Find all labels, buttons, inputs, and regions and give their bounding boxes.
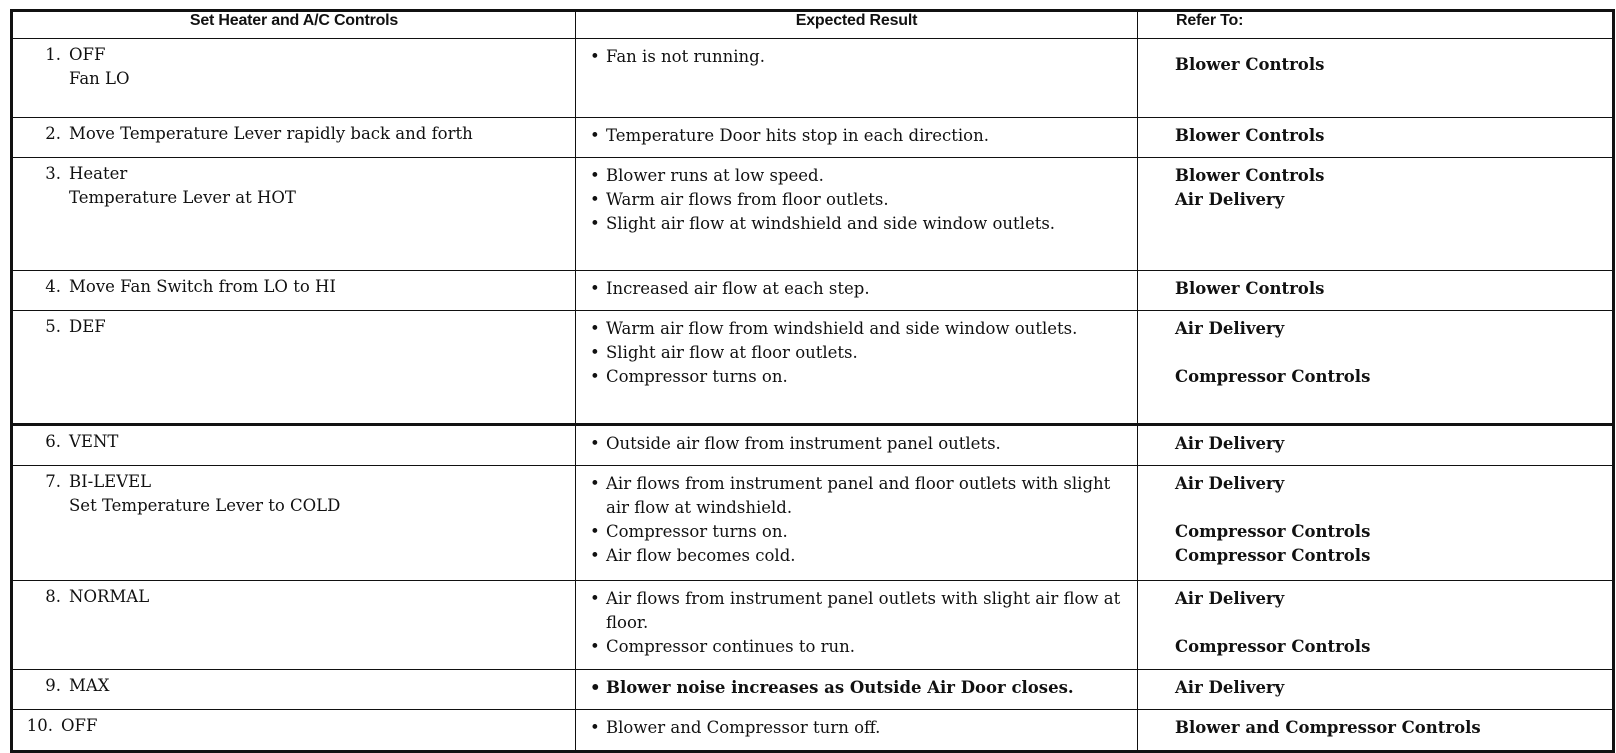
table-row [12,158,1614,271]
result-item: • Warm air flow from windshield and side window outlets. [590,317,1131,341]
step-subtext: Fan LO [69,69,130,88]
result-item: • Air flow becomes cold. [590,544,1131,568]
header-refer-to: Refer To: [1138,11,1614,39]
refer-cell [1138,311,1614,425]
step-cell [12,670,576,710]
step-cell [12,311,576,425]
step-cell [12,271,576,311]
result-cell [576,311,1138,425]
result-item: • Blower noise increases as Outside Air Door closes. [590,676,1131,700]
refer-item: Blower Controls [1175,279,1325,298]
result-cell [576,425,1138,466]
result-list [590,317,1131,389]
table-row [12,271,1614,311]
refer-cell [1138,158,1614,271]
result-cell [576,118,1138,158]
result-item: • Compressor turns on. [590,365,1131,389]
result-list [590,45,1131,69]
step-cell [12,710,576,752]
result-cell [576,466,1138,581]
refer-cell [1138,39,1614,118]
step-text: VENT [69,432,119,451]
table-header-row [12,11,1614,39]
step-number: 9. [45,676,61,695]
result-item: • Slight air flow at floor outlets. [590,341,1131,365]
result-item: • Blower and Compressor turn off. [590,716,1131,740]
step-number: 8. [45,587,61,606]
step-text: OFF [61,716,98,735]
step-number: 3. [45,164,61,183]
result-list [590,432,1131,456]
step-subtext: Set Temperature Lever to COLD [69,496,341,515]
refer-item: Blower and Compressor Controls [1175,718,1481,737]
step-cell [12,581,576,670]
refer-cell [1138,425,1614,466]
refer-item: Air Delivery [1175,434,1285,453]
step-text: Move Temperature Lever rapidly back and forth [69,124,473,143]
table-row [12,670,1614,710]
refer-item: Air Delivery [1175,190,1285,209]
header-expected-result: Expected Result [576,11,1138,39]
result-item: • Fan is not running. [590,45,1131,69]
result-item: • Slight air flow at windshield and side window outlets. [590,212,1131,236]
refer-item: Air Delivery [1175,678,1285,697]
step-text: Move Fan Switch from LO to HI [69,277,336,296]
refer-item: Blower Controls [1175,166,1325,185]
refer-spacer [1175,341,1608,365]
refer-item: Air Delivery [1175,319,1285,338]
result-item: • Increased air flow at each step. [590,277,1131,301]
result-list [590,587,1131,659]
refer-item: Air Delivery [1175,589,1285,608]
refer-spacer [1175,611,1608,635]
result-cell [576,158,1138,271]
step-subtext: Temperature Lever at HOT [69,188,296,207]
header-controls: Set Heater and A/C Controls [12,11,576,39]
refer-item: Compressor Controls [1175,522,1371,541]
table-row [12,118,1614,158]
step-number: 5. [45,317,61,336]
table-row [12,466,1614,581]
heater-ac-test-table [10,9,1615,753]
table-row [12,425,1614,466]
refer-cell [1138,118,1614,158]
step-cell [12,158,576,271]
step-number: 7. [45,472,61,491]
refer-cell [1138,271,1614,311]
step-number: 6. [45,432,61,451]
refer-item: Air Delivery [1175,474,1285,493]
step-cell [12,39,576,118]
step-text: DEF [69,317,106,336]
result-item: • Air flows from instrument panel and floor outlets with slight air flow at windshield. [590,472,1131,520]
refer-spacer [1175,496,1608,520]
result-item: • Blower runs at low speed. [590,164,1131,188]
refer-cell [1138,581,1614,670]
result-cell [576,39,1138,118]
result-list [590,472,1131,568]
result-item: • Outside air flow from instrument panel outlets. [590,432,1131,456]
result-list [590,277,1131,301]
refer-item: Blower Controls [1175,126,1325,145]
result-list [590,124,1131,148]
result-item: • Compressor continues to run. [590,635,1131,659]
result-list [590,716,1131,740]
result-item: • Warm air flows from floor outlets. [590,188,1131,212]
table-row [12,710,1614,752]
step-cell [12,466,576,581]
step-text: OFF [69,45,106,64]
result-list [590,676,1131,700]
table-row [12,581,1614,670]
refer-cell [1138,670,1614,710]
result-item: • Compressor turns on. [590,520,1131,544]
result-item: • Temperature Door hits stop in each direction. [590,124,1131,148]
result-cell [576,710,1138,752]
table-row [12,311,1614,425]
result-cell [576,271,1138,311]
refer-item: Compressor Controls [1175,367,1371,386]
refer-cell [1138,466,1614,581]
result-list [590,164,1131,236]
step-text: BI-LEVEL [69,472,152,491]
refer-item: Blower Controls [1175,55,1325,74]
step-number: 1. [45,45,61,64]
step-number: 4. [45,277,61,296]
result-cell [576,581,1138,670]
refer-item: Compressor Controls [1175,546,1371,565]
document-sheet [10,9,1612,753]
step-cell [12,425,576,466]
step-text: NORMAL [69,587,150,606]
step-text: Heater [69,164,128,183]
step-number: 2. [45,124,61,143]
step-text: MAX [69,676,110,695]
step-cell [12,118,576,158]
refer-cell [1138,710,1614,752]
step-number: 10. [26,716,53,735]
result-cell [576,670,1138,710]
table-row [12,39,1614,118]
refer-item: Compressor Controls [1175,637,1371,656]
result-item: • Air flows from instrument panel outlets with slight air flow at floor. [590,587,1131,635]
